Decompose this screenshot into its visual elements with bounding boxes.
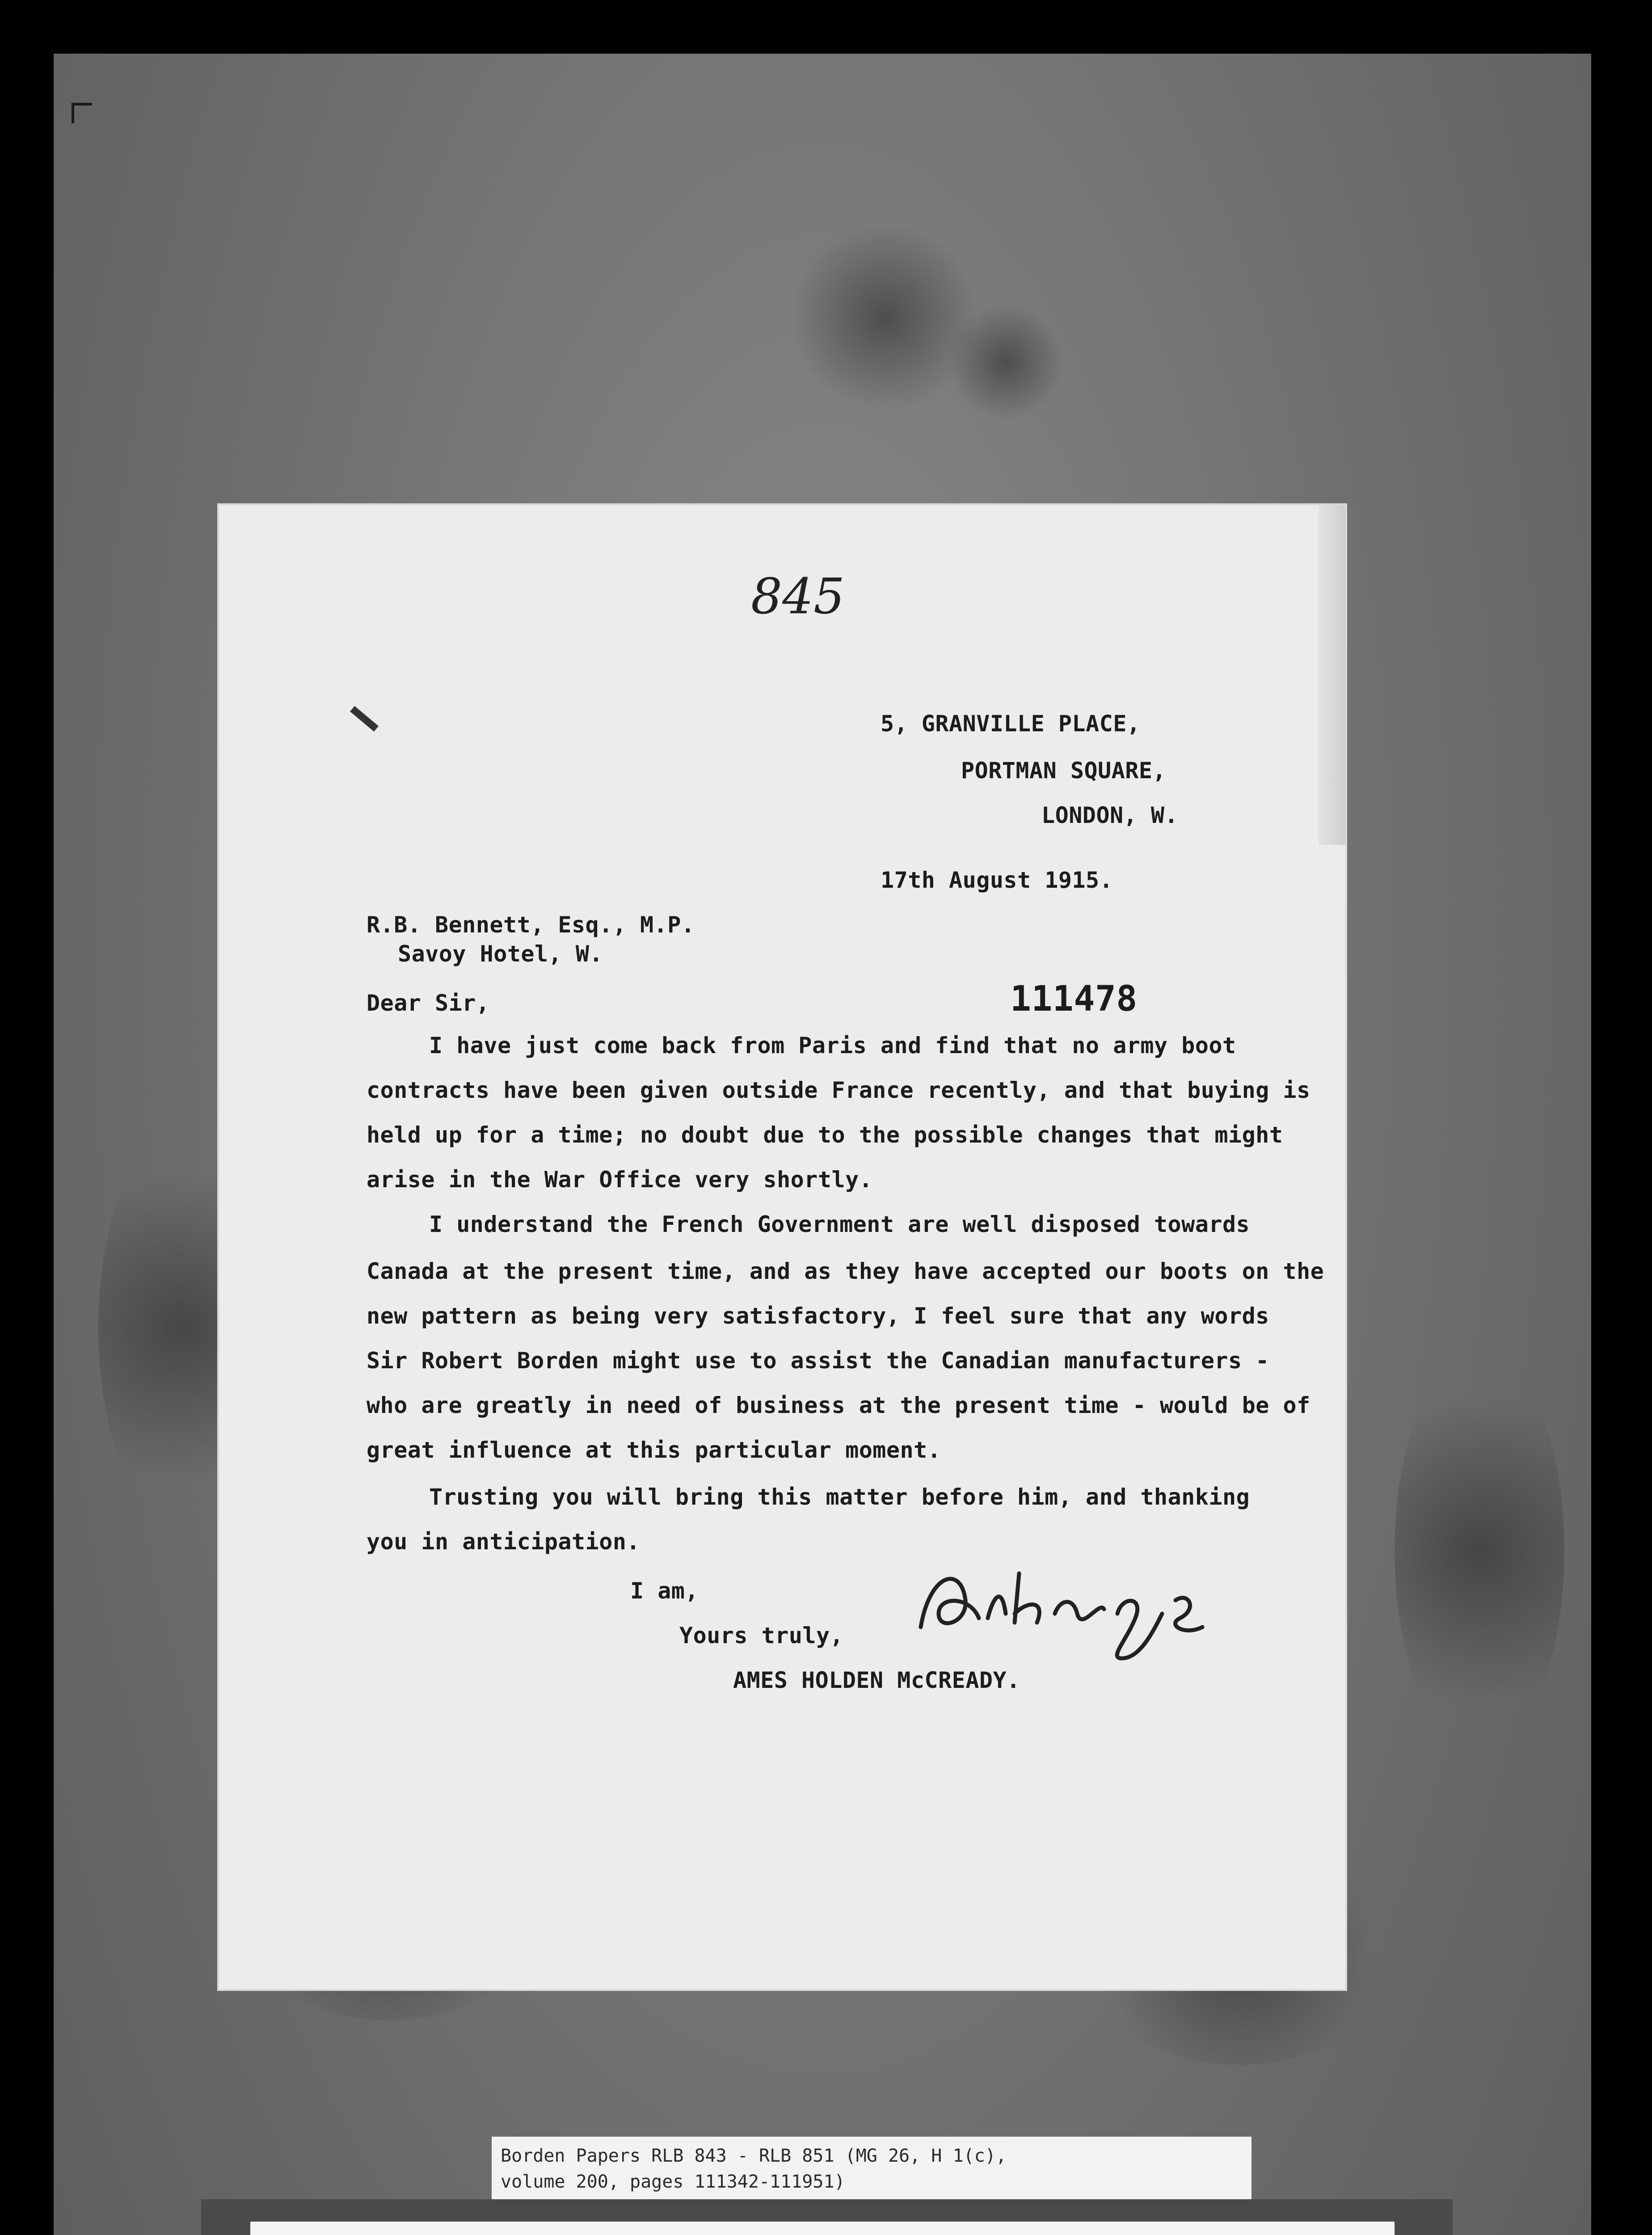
corner-mark [72, 103, 92, 123]
signatory: AMES HOLDEN McCREADY. [733, 1667, 1020, 1693]
pin-mark [350, 706, 379, 731]
closing-line: Yours truly, [679, 1623, 844, 1649]
body-line: I understand the French Government are well disposed towards [429, 1211, 1250, 1237]
address-line: 5, GRANVILLE PLACE, [881, 711, 1141, 737]
recipient-line: R.B. Bennett, Esq., M.P. [367, 912, 695, 938]
salutation: Dear Sir, [367, 990, 490, 1016]
letter-date: 17th August 1915. [881, 867, 1113, 893]
caption-line: volume 200, pages 111342-111951) [501, 2172, 845, 2192]
closing-line: I am, [630, 1578, 699, 1604]
reference-number: 111478 [1010, 979, 1138, 1019]
smudge [1395, 1350, 1564, 1752]
body-line: great influence at this particular moment. [367, 1437, 941, 1463]
recipient-line: Savoy Hotel, W. [398, 941, 603, 967]
caption-line: Borden Papers RLB 843 - RLB 851 (MG 26, H 1(c), [501, 2146, 1007, 2166]
body-line: arise in the War Office very shortly. [367, 1167, 873, 1193]
body-line: Trusting you will bring this matter before him, and thanking [429, 1484, 1250, 1510]
address-line: PORTMAN SQUARE, [961, 758, 1167, 784]
smudge [791, 224, 979, 411]
body-line: who are greatly in need of business at the present time - would be of [367, 1392, 1311, 1418]
body-line: I have just come back from Paris and find that no army boot [429, 1033, 1236, 1058]
body-line: new pattern as being very satisfactory, I feel sure that any words [367, 1303, 1269, 1329]
archives-stamp [250, 2222, 1395, 2235]
address-line: LONDON, W. [1041, 802, 1179, 828]
body-line: held up for a time; no doubt due to the possible changes that might [367, 1122, 1283, 1148]
handwritten-signature-icon [912, 1547, 1225, 1663]
body-line: Canada at the present time, and as they have accepted our boots on the [367, 1258, 1324, 1284]
smudge [948, 304, 1064, 420]
letter-page [219, 505, 1345, 1989]
page-number: 845 [751, 568, 845, 625]
body-line: Sir Robert Borden might use to assist the Canadian manufacturers - [367, 1348, 1269, 1374]
body-line: you in anticipation. [367, 1529, 641, 1555]
page-fold [1319, 505, 1345, 845]
body-line: contracts have been given outside France recently, and that buying is [367, 1077, 1311, 1103]
reference-caption [492, 2137, 1252, 2204]
